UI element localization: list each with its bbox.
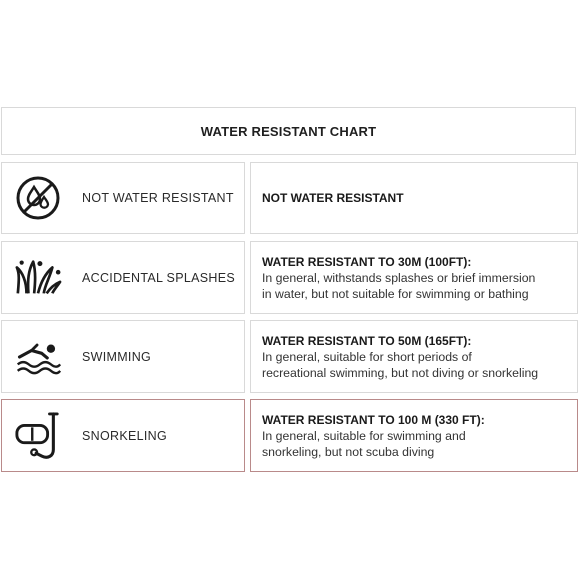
row-accidental-splashes-left (1, 241, 245, 314)
row-label: SWIMMING (82, 349, 152, 364)
row-accidental-splashes-right (250, 241, 578, 314)
row-label: SNORKELING (82, 428, 167, 443)
row-heading: WATER RESISTANT TO 30M (100FT): (262, 254, 472, 269)
row-description-line-2: snorkeling, but not scuba diving (262, 444, 435, 459)
row-description-line-2: in water, but not suitable for swimming or bathing (262, 286, 529, 301)
row-label: ACCIDENTAL SPLASHES (82, 270, 235, 285)
row-heading: NOT WATER RESISTANT (262, 191, 404, 205)
row-swimming-right (250, 320, 578, 393)
row-description-line-1: In general, withstands splashes or brief immersion (262, 270, 536, 285)
row-heading: WATER RESISTANT TO 50M (165FT): (262, 333, 472, 348)
row-heading: WATER RESISTANT TO 100 M (330 FT): (262, 412, 485, 427)
row-label: NOT WATER RESISTANT (82, 191, 234, 205)
chart-header (1, 107, 576, 155)
row-not-water-resistant-right (250, 162, 578, 234)
row-description-line-1: In general, suitable for swimming and (262, 428, 466, 443)
snorkel-mask-icon (14, 412, 62, 460)
row-snorkeling-right (250, 399, 578, 472)
row-description-line-1: In general, suitable for short periods of (262, 349, 472, 364)
splash-icon (14, 254, 62, 302)
row-not-water-resistant-left (1, 162, 245, 234)
swimmer-icon (14, 333, 62, 381)
row-swimming-left (1, 320, 245, 393)
row-snorkeling-left (1, 399, 245, 472)
chart-title: WATER RESISTANT CHART (200, 123, 377, 139)
row-description-line-2: recreational swimming, but not diving or snorkeling (262, 365, 539, 380)
no-water-drops-icon (14, 174, 62, 222)
